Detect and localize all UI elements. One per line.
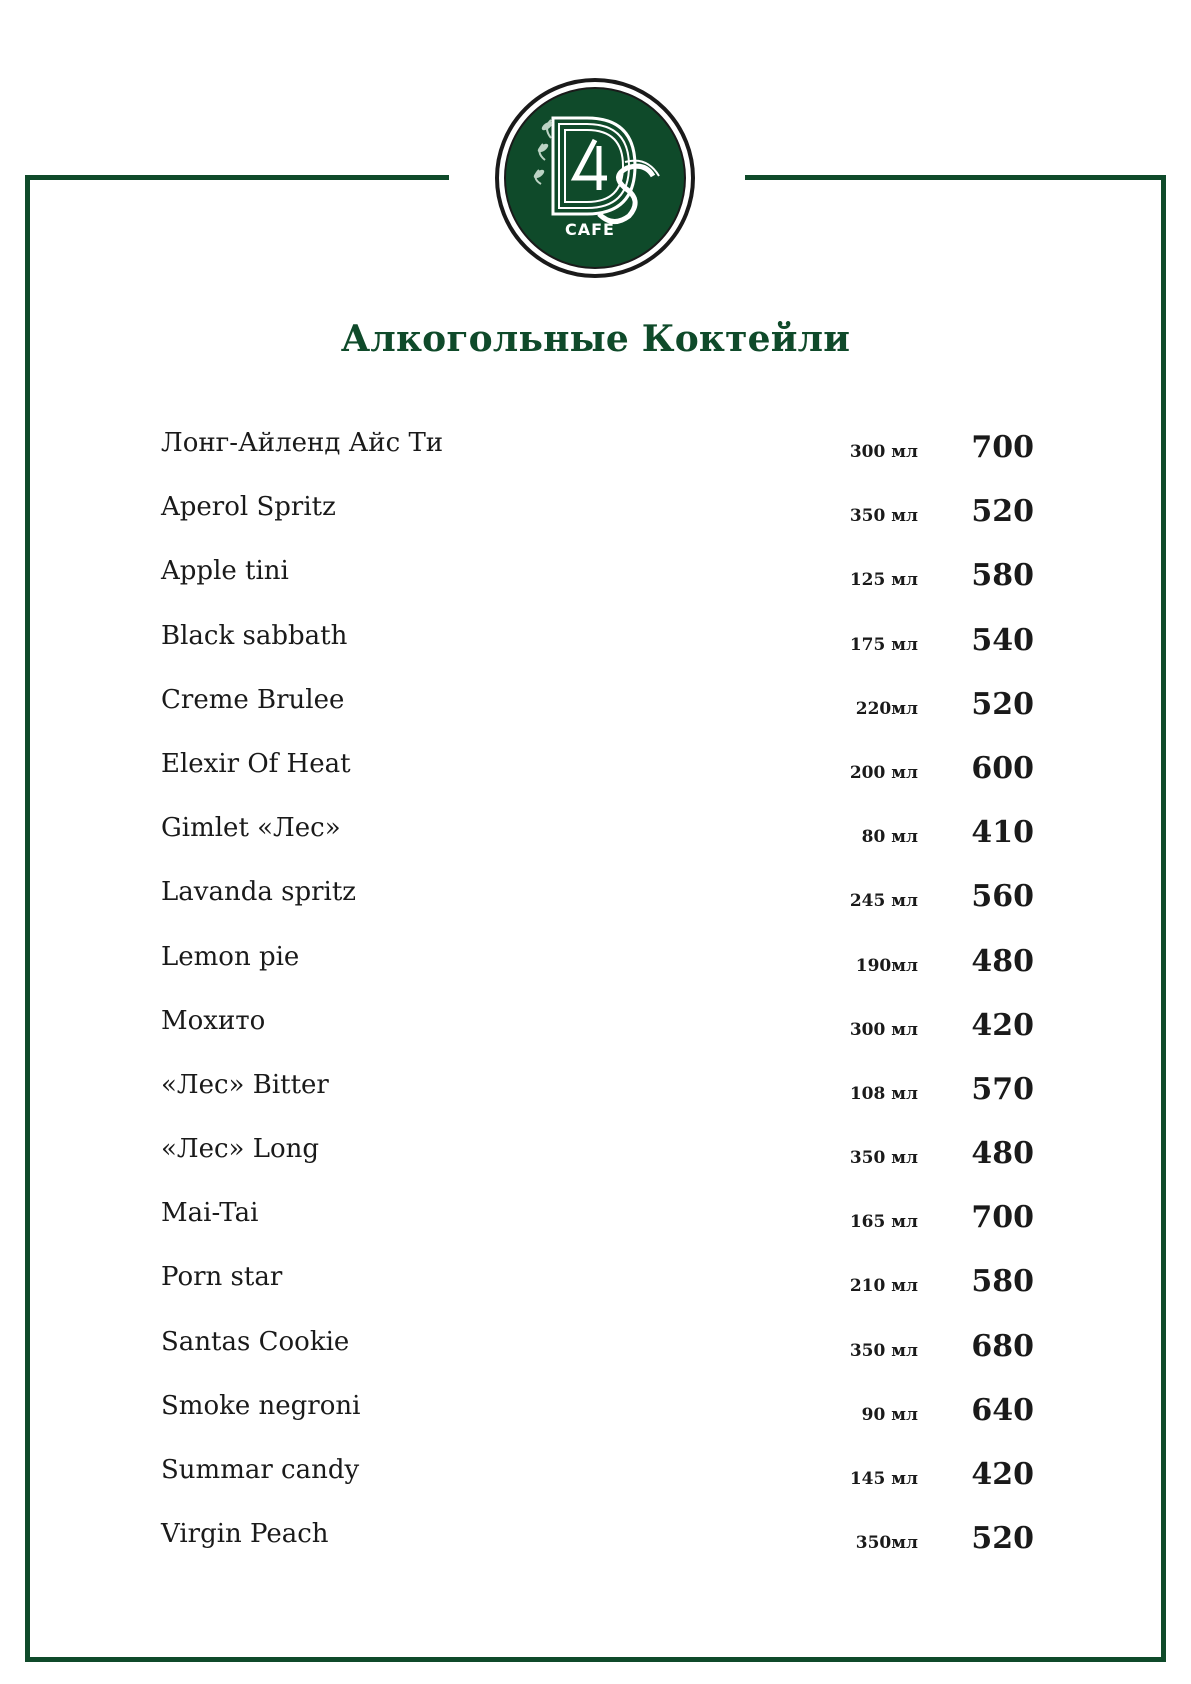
item-name: Creme Brulee [161, 684, 345, 715]
menu-item [0, 1387, 1191, 1451]
item-price: 520 [971, 494, 1034, 530]
item-price: 640 [971, 1392, 1034, 1428]
item-name: Лонг-Айленд Айс Ти [161, 428, 444, 458]
item-price: 540 [971, 622, 1034, 658]
item-volume: 80 мл [861, 827, 918, 848]
menu-title: Алкогольные Коктейли [340, 318, 851, 360]
frame-bottom [25, 1657, 1166, 1662]
frame-top-left [25, 175, 449, 180]
menu-item [0, 1066, 1191, 1130]
d4s-cafe-logo-icon [495, 78, 695, 278]
item-name: Santas Cookie [161, 1326, 350, 1357]
item-price: 580 [971, 1264, 1034, 1300]
item-price: 570 [971, 1071, 1034, 1107]
item-name: Apple tini [161, 556, 289, 587]
item-price: 410 [971, 815, 1034, 851]
item-price: 520 [971, 1521, 1034, 1557]
menu-item [0, 1130, 1191, 1194]
item-price: 700 [971, 430, 1034, 465]
item-volume: 200 мл [849, 762, 918, 783]
item-name: Aperol Spritz [161, 492, 336, 523]
item-name: «Лес» Long [161, 1134, 320, 1165]
menu-item [0, 424, 1191, 488]
menu-list [0, 424, 1191, 1579]
item-name: Summar candy [161, 1455, 360, 1485]
menu-item [0, 1323, 1191, 1387]
item-volume: 145 мл [849, 1469, 918, 1489]
item-price: 480 [971, 943, 1034, 979]
item-name: Lavanda spritz [161, 877, 356, 908]
item-volume: 245 мл [849, 891, 918, 912]
menu-item [0, 681, 1191, 745]
menu-item [0, 1515, 1191, 1579]
item-price: 680 [971, 1328, 1034, 1364]
menu-item [0, 1002, 1191, 1066]
item-volume: 350 мл [849, 506, 918, 527]
item-volume: 350 мл [849, 1340, 918, 1361]
item-name: Elexir Of Heat [161, 748, 351, 779]
item-volume: 175 мл [849, 634, 918, 655]
item-price: 520 [971, 686, 1034, 722]
item-price: 700 [971, 1200, 1034, 1236]
item-volume: 165 мл [849, 1212, 918, 1233]
item-price: 600 [971, 750, 1034, 786]
item-volume: 190мл [855, 955, 918, 976]
item-price: 420 [971, 1007, 1034, 1043]
menu-item [0, 873, 1191, 937]
item-price: 580 [971, 558, 1034, 594]
item-price: 420 [971, 1457, 1034, 1492]
item-name: Black sabbath [161, 620, 348, 651]
svg-text:CAFE: CAFE [565, 220, 615, 239]
item-volume: 300 мл [849, 1019, 918, 1040]
frame-top-right [745, 175, 1166, 180]
menu-item [0, 1451, 1191, 1515]
menu-item [0, 745, 1191, 809]
item-volume: 210 мл [849, 1276, 918, 1297]
item-price: 560 [971, 879, 1034, 915]
item-volume: 108 мл [849, 1083, 918, 1104]
menu-item [0, 809, 1191, 873]
item-name: Mai-Tai [161, 1198, 259, 1229]
item-name: Virgin Peach [161, 1519, 329, 1550]
item-volume: 220мл [855, 698, 918, 719]
item-volume: 350 мл [849, 1148, 918, 1169]
item-name: Smoke negroni [161, 1390, 361, 1421]
menu-item [0, 552, 1191, 616]
item-price: 480 [971, 1136, 1034, 1172]
item-name: Porn star [161, 1262, 283, 1293]
menu-item [0, 488, 1191, 552]
item-name: Gimlet «Лес» [161, 813, 341, 844]
item-volume: 350мл [855, 1533, 918, 1554]
menu-item [0, 1258, 1191, 1322]
item-volume: 125 мл [849, 570, 918, 591]
item-name: Мохито [161, 1005, 266, 1036]
menu-item [0, 938, 1191, 1002]
item-name: «Лес» Bitter [161, 1069, 329, 1100]
item-volume: 300 мл [849, 442, 918, 462]
item-volume: 90 мл [861, 1404, 918, 1425]
menu-item [0, 1194, 1191, 1258]
menu-item [0, 617, 1191, 681]
item-name: Lemon pie [161, 941, 300, 972]
